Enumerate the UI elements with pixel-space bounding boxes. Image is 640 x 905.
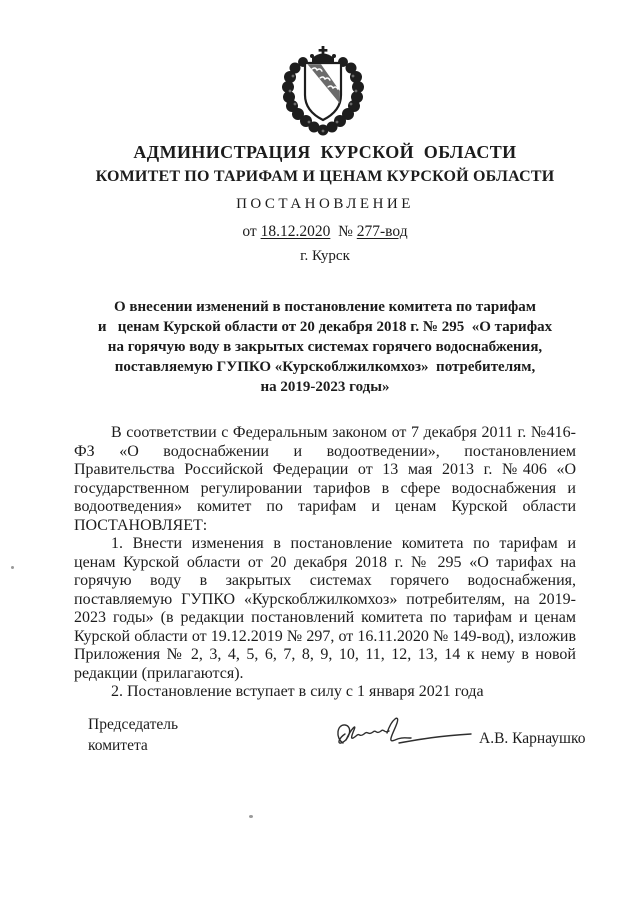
decree-title [65, 297, 585, 397]
organization-name: АДМИНИСТРАЦИЯ КУРСКОЙ ОБЛАСТИ [133, 142, 517, 162]
scan-artifact [11, 566, 14, 569]
decree-title-line: поставляемую ГУПКО «Курскоблжилкомхоз» потребителям, [114, 359, 536, 375]
number-label: № [330, 223, 357, 240]
handwritten-signature [331, 710, 479, 756]
date-and-number-line [70, 222, 580, 241]
decree-item-1: 1. Внести изменения в постановление комитета по тарифам и ценам Курской области от 20 декабря 2018 г. № 295 «О тарифах на горячую воду в закрытых системах горячего водоснабжения, поставляемую ГУПКО «Курскоблжилкомхоз» потребителям, на 2019-2023 годы» (в редакции постановлений комитета по тарифам и ценам Курской области от 19.12.2019 № 297, от 16.11.2020 № 149-вод), изложив Приложения № 2, 3, 4, 5, 6, 7, 8, 9, 10, 11, 12, 13, 14 к нему в новой редакции (прилагаются). [74, 535, 576, 682]
resolution-word: ПОСТАНОВЛЯЕТ: [74, 516, 208, 534]
decree-title-line: и ценам Курской области от 20 декабря 2018 г. № 295 «О тарифах [97, 319, 553, 335]
document-date: 18.12.2020 [260, 223, 331, 240]
decree-title-line: на горячую воду в закрытых системах горячего водоснабжения, [107, 339, 543, 355]
signatory-name: А.В. Карнаушко [479, 730, 586, 747]
signatory-position-line: Председатель [88, 716, 179, 733]
signatory-position [88, 714, 178, 756]
committee-name: КОМИТЕТ ПО ТАРИФАМ И ЦЕНАМ КУРСКОЙ ОБЛАСТИ [95, 168, 555, 185]
decree-title-line: О внесении изменений в постановление комитета по тарифам [114, 299, 536, 315]
date-prefix: от [242, 223, 261, 240]
letterhead [70, 142, 580, 265]
intro-paragraph: В соответствии с Федеральным законом от 7 декабря 2011 г. №416-ФЗ «О водоснабжении и водоотведении», постановлением Правительства Российской Федерации от 13 мая 2013 г. №406 «О государственном регулировании тарифов в сфере водоснабжения и водоотведения» комитет по тарифам и ценам Курской области [74, 424, 576, 515]
decree-item-2: 2. Постановление вступает в силу с 1 января 2021 года [111, 683, 484, 700]
scan-artifact [249, 815, 253, 818]
kursk-coat-of-arms-icon [279, 46, 367, 138]
document-number: 277-вод [356, 223, 408, 240]
place-line: г. Курск [300, 248, 350, 264]
signatory-position-line: комитета [88, 737, 148, 754]
decree-body [74, 424, 576, 702]
decree-title-line: на 2019-2023 годы» [260, 379, 390, 395]
document-type-label: ПОСТАНОВЛЕНИЕ [236, 196, 414, 212]
